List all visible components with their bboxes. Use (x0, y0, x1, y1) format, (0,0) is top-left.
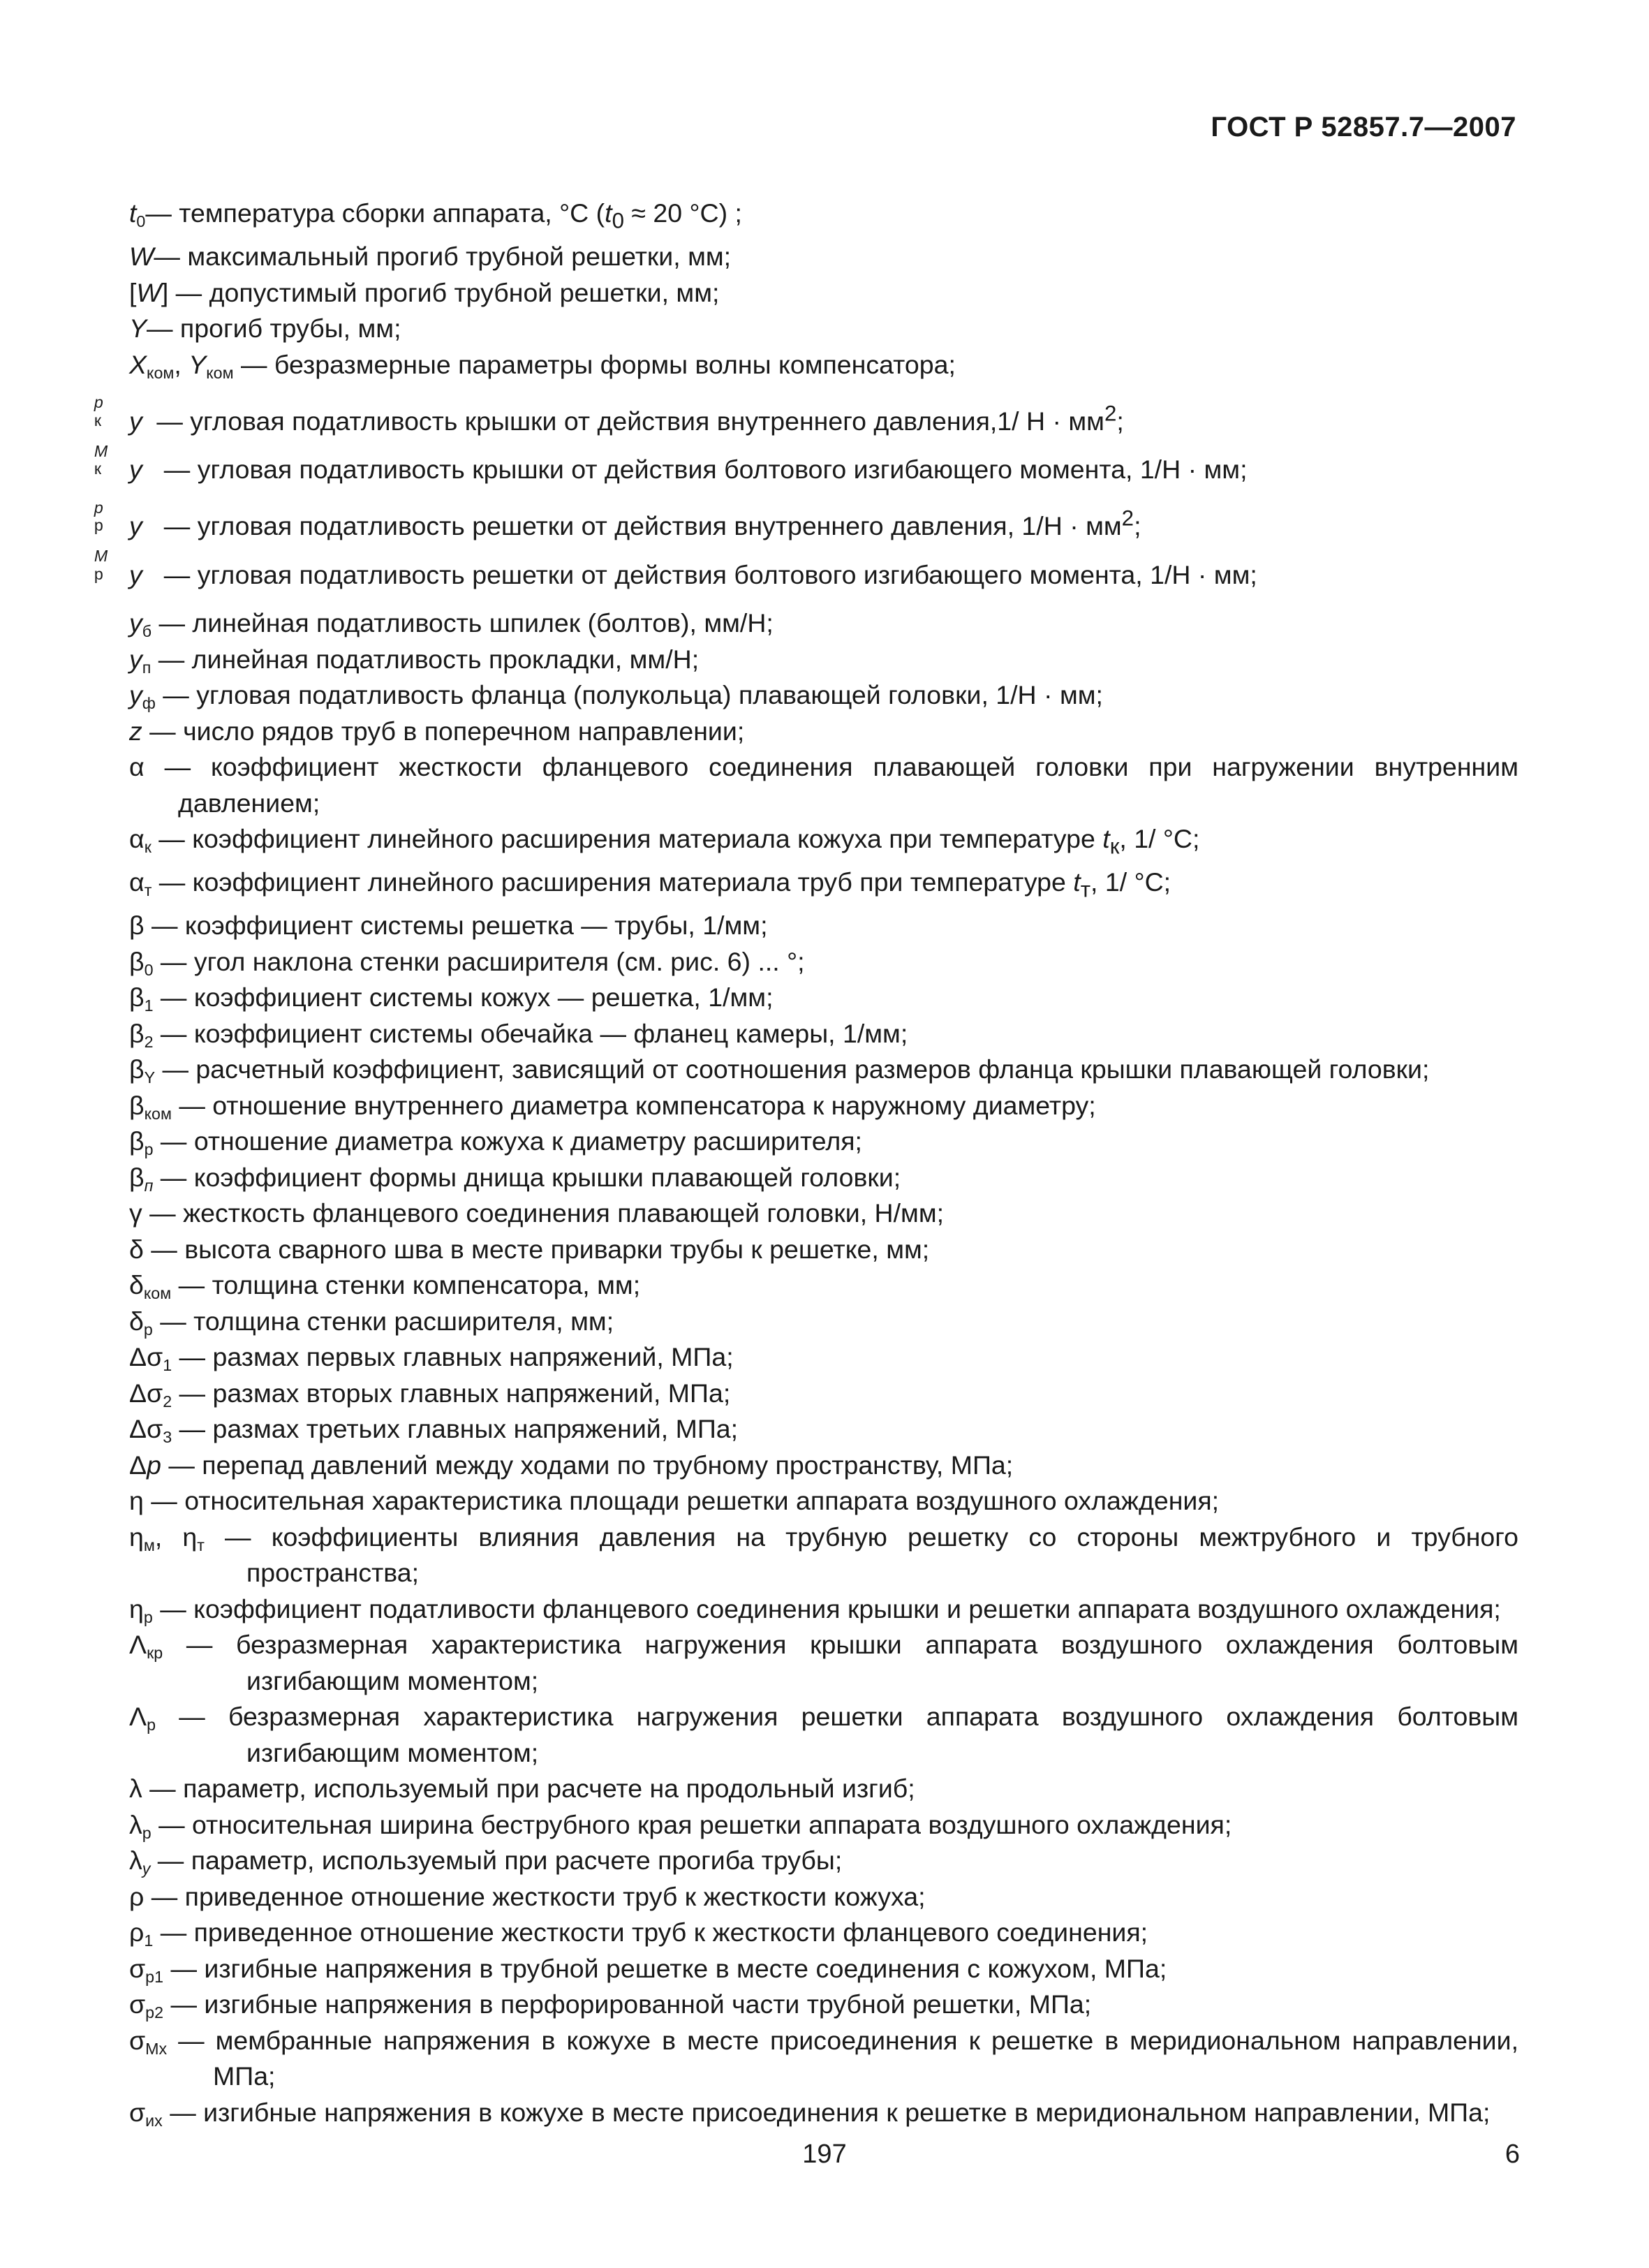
definition-symbol: $X_{ком}$, $Y_{ком}$ (129, 349, 234, 382)
definition-symbol: $\delta_р$ (129, 1306, 153, 1339)
definition-text: — толщина стенки расширителя, мм; (152, 1306, 614, 1336)
definition-text: — изгибные напряжения в трубной решетке в месте соединения с кожухом, МПа; (163, 1953, 1167, 1983)
definition-text: — параметр, используемый при расчете на продольный изгиб; (142, 1774, 915, 1803)
definition-symbol: $\Delta\sigma_2$ (129, 1378, 172, 1411)
definition-symbol: $\sigma_{р1}$ (129, 1953, 164, 1986)
definition-item (94, 441, 1518, 488)
definition-text: — относительная ширина беструбного края решетки аппарата воздушного охлаждения; (151, 1809, 1232, 1839)
definition-item (129, 1879, 1518, 1915)
definition-item (129, 642, 1518, 678)
definition-text: — параметр, используемый при расчете прогиба трубы; (150, 1846, 843, 1875)
definition-symbol: $\sigma_{их}$ (129, 2097, 163, 2130)
definition-text: — высота сварного шва в месте приварки трубы к решетке, мм; (143, 1234, 930, 1264)
definition-item (129, 944, 1518, 980)
definition-item (129, 1987, 1518, 2023)
definition-symbol: $\alpha_к$ (129, 824, 151, 856)
definition-text: — безразмерные параметры формы волны компенсатора; (233, 349, 956, 379)
definition-item (94, 393, 1518, 439)
definition-text: — расчетный коэффициент, зависящий от соотношения размеров фланца крышки плавающей головки; (155, 1054, 1430, 1084)
definition-item (129, 1483, 1518, 1519)
definition-symbol: η (129, 1486, 144, 1515)
definition-symbol: $\eta_р$ (129, 1593, 153, 1626)
definition-text: — изгибные напряжения в кожухе в месте присоединения к решетке в меридиональном направлении, МПа; (162, 2097, 1491, 2127)
definition-symbol: $\lambda_y$ (129, 1846, 151, 1878)
definition-item (129, 1411, 1518, 1448)
definition-item (94, 547, 1518, 594)
definition-text: — угловая податливость фланца (полукольца) плавающей головки, 1/Н · мм; (155, 680, 1103, 709)
sheet-number: 6 (1504, 2140, 1520, 2169)
definition-symbol: $\sigma_{Мх}$ (129, 2025, 168, 2058)
definition-text: — безразмерная характеристика нагружения крышки аппарата воздушного охлаждения болтовым изгибающим моментом; (163, 1630, 1518, 1695)
definition-symbol: $y_б$ (129, 608, 152, 640)
definition-item (129, 1232, 1518, 1268)
definition-symbol: $\beta_0$ (129, 946, 154, 979)
definition-item (129, 677, 1518, 714)
definition-symbol: $\Lambda_р$ (129, 1702, 156, 1734)
definition-item (129, 1376, 1518, 1412)
definition-item (129, 980, 1518, 1016)
definition-symbol: $\beta_2$ (129, 1018, 154, 1051)
definition-text: — перепад давлений между ходами по трубному пространству, МПа; (161, 1450, 1014, 1480)
definition-item (129, 1195, 1518, 1232)
definition-symbol: Δp (129, 1450, 161, 1480)
definition-text: — размах третьих главных напряжений, МПа; (172, 1414, 739, 1443)
definition-text: — относительная характеристика площади решетки аппарата воздушного охлаждения; (143, 1486, 1220, 1515)
definition-text: — коэффициенты влияния давления на трубную решетку со стороны межтрубного и трубного пространства; (204, 1522, 1518, 1587)
definition-item (129, 864, 1518, 908)
definition-text: — максимальный прогиб трубной решетки, мм; (154, 242, 732, 271)
definition-text: — температура сборки аппарата, °С ($t_0 \approx 20$ °С) ; (145, 198, 742, 233)
definition-symbol: y M р (94, 547, 142, 589)
definition-item (129, 1124, 1518, 1160)
definition-text: — коэффициент податливости фланцевого соединения крышки и решетки аппарата воздушного охлаждения; (152, 1593, 1501, 1623)
definition-text: — коэффициент линейного расширения материала кожуха при температуре $t_к$, 1/ °С; (151, 824, 1200, 859)
definition-symbol: W (129, 242, 154, 271)
definition-symbol: $\beta_р$ (129, 1126, 154, 1158)
definition-item (129, 1519, 1518, 1591)
definitions-list (94, 196, 1518, 2130)
definition-item (129, 2095, 1518, 2131)
definition-symbol: $\beta_п$ (129, 1162, 154, 1195)
definition-text: — размах первых главных напряжений, МПа; (172, 1342, 734, 1371)
definition-symbol: $\delta_{ком}$ (129, 1270, 172, 1302)
definition-item (129, 605, 1518, 642)
definition-text: — коэффициент системы решетка — трубы, 1/мм; (144, 911, 768, 940)
definition-item (129, 1627, 1518, 1699)
definition-item (129, 196, 1518, 239)
definition-text: — угловая податливость крышки от действия внутреннего давления,1/ $Н \cdot мм^2$; (156, 401, 1124, 436)
definition-item (129, 1016, 1518, 1052)
definition-item (129, 1591, 1518, 1628)
definition-symbol: $\rho_1$ (129, 1917, 154, 1950)
definition-item (129, 1448, 1518, 1484)
definition-text: — отношение диаметра кожуха к диаметру расширителя; (153, 1126, 862, 1156)
definition-symbol: Y (129, 314, 147, 343)
definition-text: — коэффициент системы обечайка — фланец камеры, 1/мм; (153, 1018, 908, 1048)
definition-text: — приведенное отношение жесткости труб к жесткости фланцевого соединения; (153, 1917, 1148, 1947)
definition-text: — угол наклона стенки расширителя (см. рис. 6) ... °; (153, 946, 805, 976)
definition-item (129, 311, 1518, 347)
definition-text: — мембранные напряжения в кожухе в месте присоединения к решетке в меридиональном направлении, МПа; (167, 2025, 1518, 2091)
definition-text: — размах вторых главных напряжений, МПа; (172, 1378, 731, 1408)
definition-symbol: y p к (94, 393, 142, 436)
definition-item (129, 1771, 1518, 1807)
definition-text: — безразмерная характеристика нагружения решетки аппарата воздушного охлаждения болтовым изгибающим моментом; (156, 1702, 1518, 1767)
definition-text: — прогиб трубы, мм; (147, 314, 401, 343)
definition-item (129, 714, 1518, 750)
definition-item (129, 1699, 1518, 1771)
definition-symbol: y M к (94, 441, 142, 484)
definition-item (129, 275, 1518, 311)
definition-symbol: γ (129, 1198, 142, 1228)
definition-item (129, 1843, 1518, 1879)
definition-symbol: [W] (129, 277, 169, 307)
definition-text: — угловая податливость крышки от действия болтового изгибающего момента, 1/Н · мм; (156, 455, 1248, 484)
definition-text: — линейная податливость прокладки, мм/Н; (151, 644, 700, 674)
definition-symbol: $\beta_Y$ (129, 1054, 156, 1087)
definition-item (129, 1088, 1518, 1124)
definition-item (129, 347, 1518, 383)
definition-symbol: $\sigma_{р2}$ (129, 1989, 164, 2022)
definition-symbol: $\beta_{ком}$ (129, 1090, 172, 1123)
definition-item (129, 1339, 1518, 1376)
definition-symbol: $\lambda_р$ (129, 1809, 151, 1842)
definition-symbol: y p р (94, 498, 142, 540)
definition-text: — коэффициент формы днища крышки плавающей головки; (153, 1162, 901, 1192)
definition-text: — толщина стенки компенсатора, мм; (171, 1270, 641, 1299)
definition-symbol: λ (129, 1774, 142, 1803)
definition-item (129, 908, 1518, 944)
definition-symbol: $\Delta\sigma_1$ (129, 1342, 172, 1374)
definition-text: — угловая податливость решетки от действия болтового изгибающего момента, 1/Н · мм; (156, 559, 1257, 589)
definition-item (129, 821, 1518, 864)
definition-symbol: $\beta_1$ (129, 982, 154, 1015)
definition-item (129, 749, 1518, 821)
definition-symbol: z (129, 716, 142, 746)
definition-symbol: $\alpha_т$ (129, 867, 152, 899)
definition-text: — коэффициент жесткости фланцевого соединения плавающей головки при нагружении внутренним давлением; (144, 752, 1518, 818)
definition-symbol: ρ (129, 1881, 145, 1911)
definition-text: — отношение внутреннего диаметра компенсатора к наружному диаметру; (171, 1090, 1096, 1120)
definition-symbol: $y_п$ (129, 644, 151, 677)
definition-item (129, 1951, 1518, 1987)
definition-item (94, 498, 1518, 545)
definition-text: — изгибные напряжения в перфорированной части трубной решетки, МПа; (163, 1989, 1092, 2019)
definition-item (129, 2023, 1518, 2095)
definition-item (129, 1304, 1518, 1340)
definition-symbol: $y_ф$ (129, 680, 156, 712)
definition-text: — линейная податливость шпилек (болтов), мм/Н; (151, 608, 774, 638)
definition-item (129, 1052, 1518, 1088)
definition-text: — число рядов труб в поперечном направлении; (142, 716, 745, 746)
page-number: 197 (802, 2140, 847, 2169)
definition-text: — приведенное отношение жесткости труб к жесткости кожуха; (144, 1881, 926, 1911)
definition-symbol: $\Delta\sigma_3$ (129, 1414, 172, 1446)
definition-text: — коэффициент линейного расширения материала труб при температуре $t_т$, 1/ °С; (151, 867, 1171, 902)
definition-item (129, 1160, 1518, 1196)
definition-text: — жесткость фланцевого соединения плавающей головки, Н/мм; (142, 1198, 945, 1228)
definition-item (129, 1267, 1518, 1304)
definition-text: — угловая податливость решетки от действия внутреннего давления, $1/Н \cdot мм^2$; (156, 506, 1141, 540)
definition-item (129, 239, 1518, 275)
definition-text: — коэффициент системы кожух — решетка, 1/мм; (153, 982, 774, 1012)
definition-item (129, 1807, 1518, 1843)
document-header: ГОСТ Р 52857.7—2007 (1211, 112, 1516, 142)
definition-symbol: $\Lambda_{кр}$ (129, 1630, 163, 1662)
definition-symbol: β (129, 911, 145, 940)
definition-text: — допустимый прогиб трубной решетки, мм; (168, 277, 720, 307)
definition-symbol: δ (129, 1234, 144, 1264)
definition-item (129, 1915, 1518, 1951)
definition-symbol: $\eta_м$, $\eta_т$ (129, 1522, 205, 1554)
definition-symbol: α (129, 752, 145, 781)
definition-symbol: $t_0$ (129, 198, 146, 230)
